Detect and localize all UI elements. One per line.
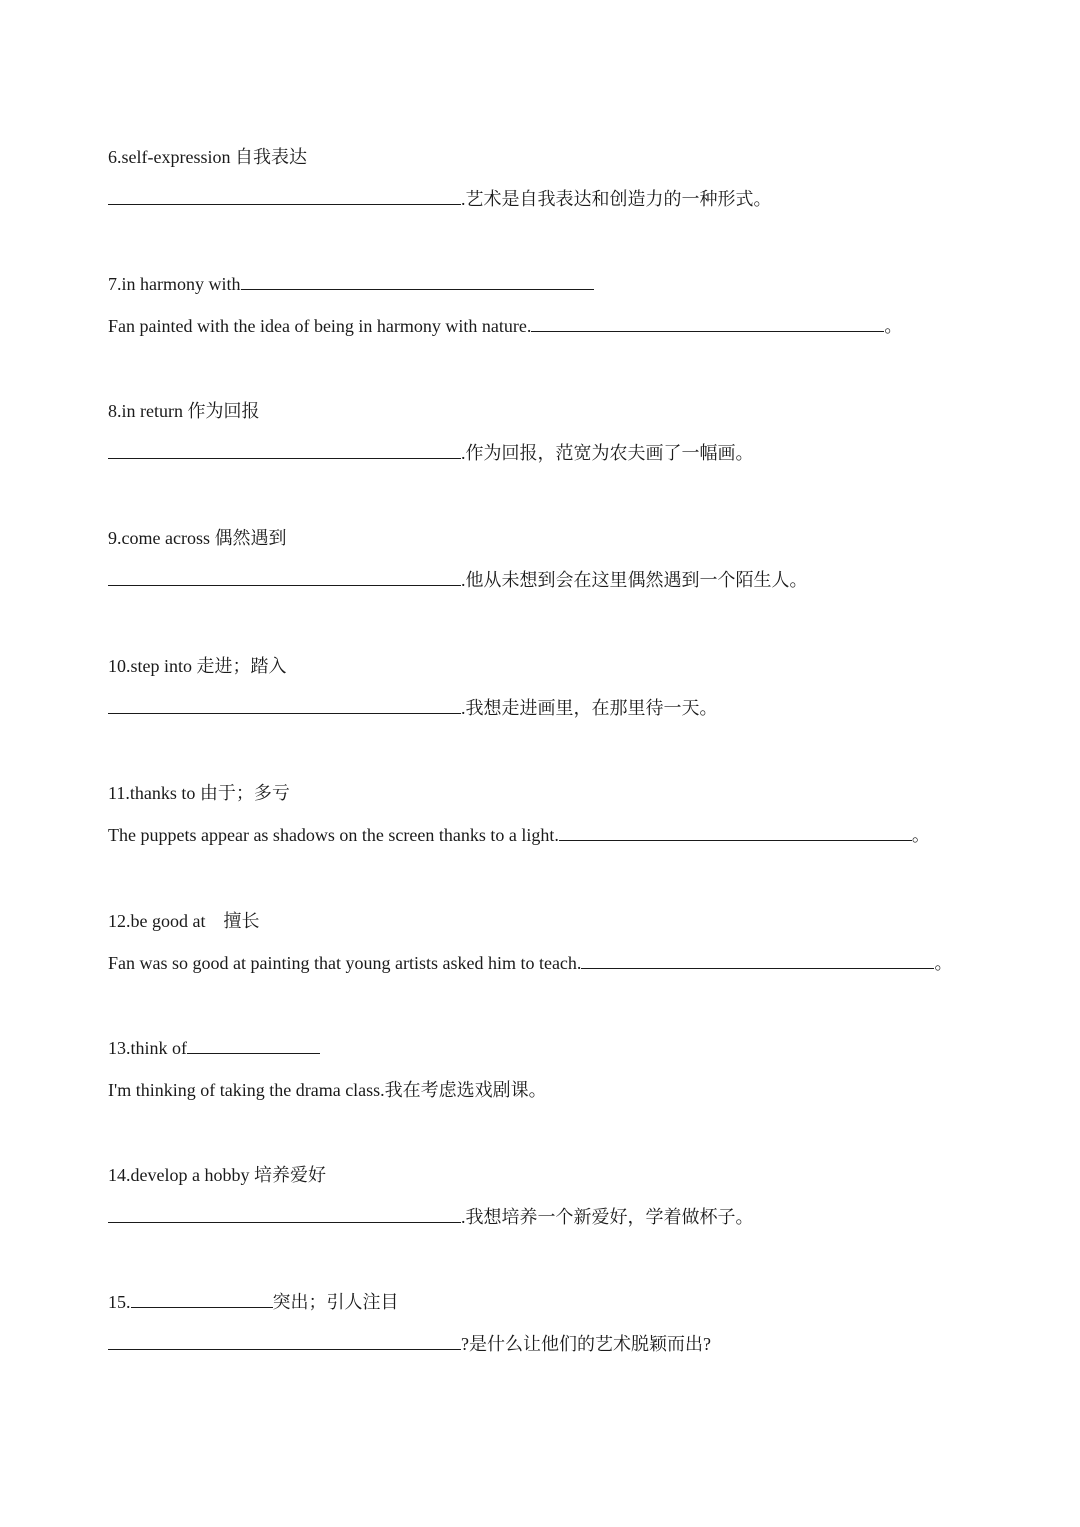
answer-blank[interactable]: [559, 826, 912, 841]
sentence-text: Fan was so good at painting that young artists asked him to teach.: [108, 953, 582, 973]
answer-blank[interactable]: [108, 444, 461, 459]
sentence-end: 。: [911, 825, 930, 845]
sentence-text: .艺术是自我表达和创造力的一种形式。: [461, 189, 772, 209]
item-heading-suffix: 突出；引人注目: [272, 1292, 399, 1312]
answer-blank[interactable]: [108, 699, 461, 714]
sentence-text: .他从未想到会在这里偶然遇到一个陌生人。: [461, 570, 808, 590]
answer-blank[interactable]: [581, 954, 934, 969]
answer-blank[interactable]: [187, 1039, 320, 1054]
sentence-text: .作为回报，范宽为农夫画了一幅画。: [461, 443, 754, 463]
sentence-text: I'm thinking of taking the drama class.我在考虑选戏剧课。: [108, 1080, 547, 1100]
answer-blank[interactable]: [108, 1335, 461, 1350]
item-heading-prefix: 15.: [108, 1292, 131, 1312]
answer-blank[interactable]: [241, 275, 594, 290]
answer-blank[interactable]: [108, 571, 461, 586]
item-heading: 13.think of: [108, 1038, 187, 1058]
sentence-text: Fan painted with the idea of being in harmony with nature.: [108, 316, 532, 336]
item-heading: 7.in harmony with: [108, 274, 241, 294]
sentence-text: .我想培养一个新爱好，学着做杯子。: [461, 1207, 754, 1227]
sentence-text: ?是什么让他们的艺术脱颖而出?: [461, 1334, 711, 1354]
item-heading: 9.come across 偶然遇到: [108, 528, 287, 548]
answer-blank[interactable]: [131, 1293, 273, 1308]
answer-blank[interactable]: [108, 190, 461, 205]
item-heading: 11.thanks to 由于；多亏: [108, 783, 290, 803]
answer-blank[interactable]: [108, 1208, 461, 1223]
sentence-text: The puppets appear as shadows on the screen thanks to a light.: [108, 825, 559, 845]
sentence-text: .我想走进画里，在那里待一天。: [461, 698, 718, 718]
item-heading: 12.be good at 擅长: [108, 911, 260, 931]
item-heading: 8.in return 作为回报: [108, 401, 260, 421]
item-heading: 10.step into 走进；踏入: [108, 656, 287, 676]
sentence-end: 。: [884, 316, 903, 336]
item-heading: 14.develop a hobby 培养爱好: [108, 1165, 326, 1185]
answer-blank[interactable]: [531, 317, 884, 332]
sentence-end: 。: [934, 953, 953, 973]
item-heading: 6.self-expression 自我表达: [108, 147, 307, 167]
